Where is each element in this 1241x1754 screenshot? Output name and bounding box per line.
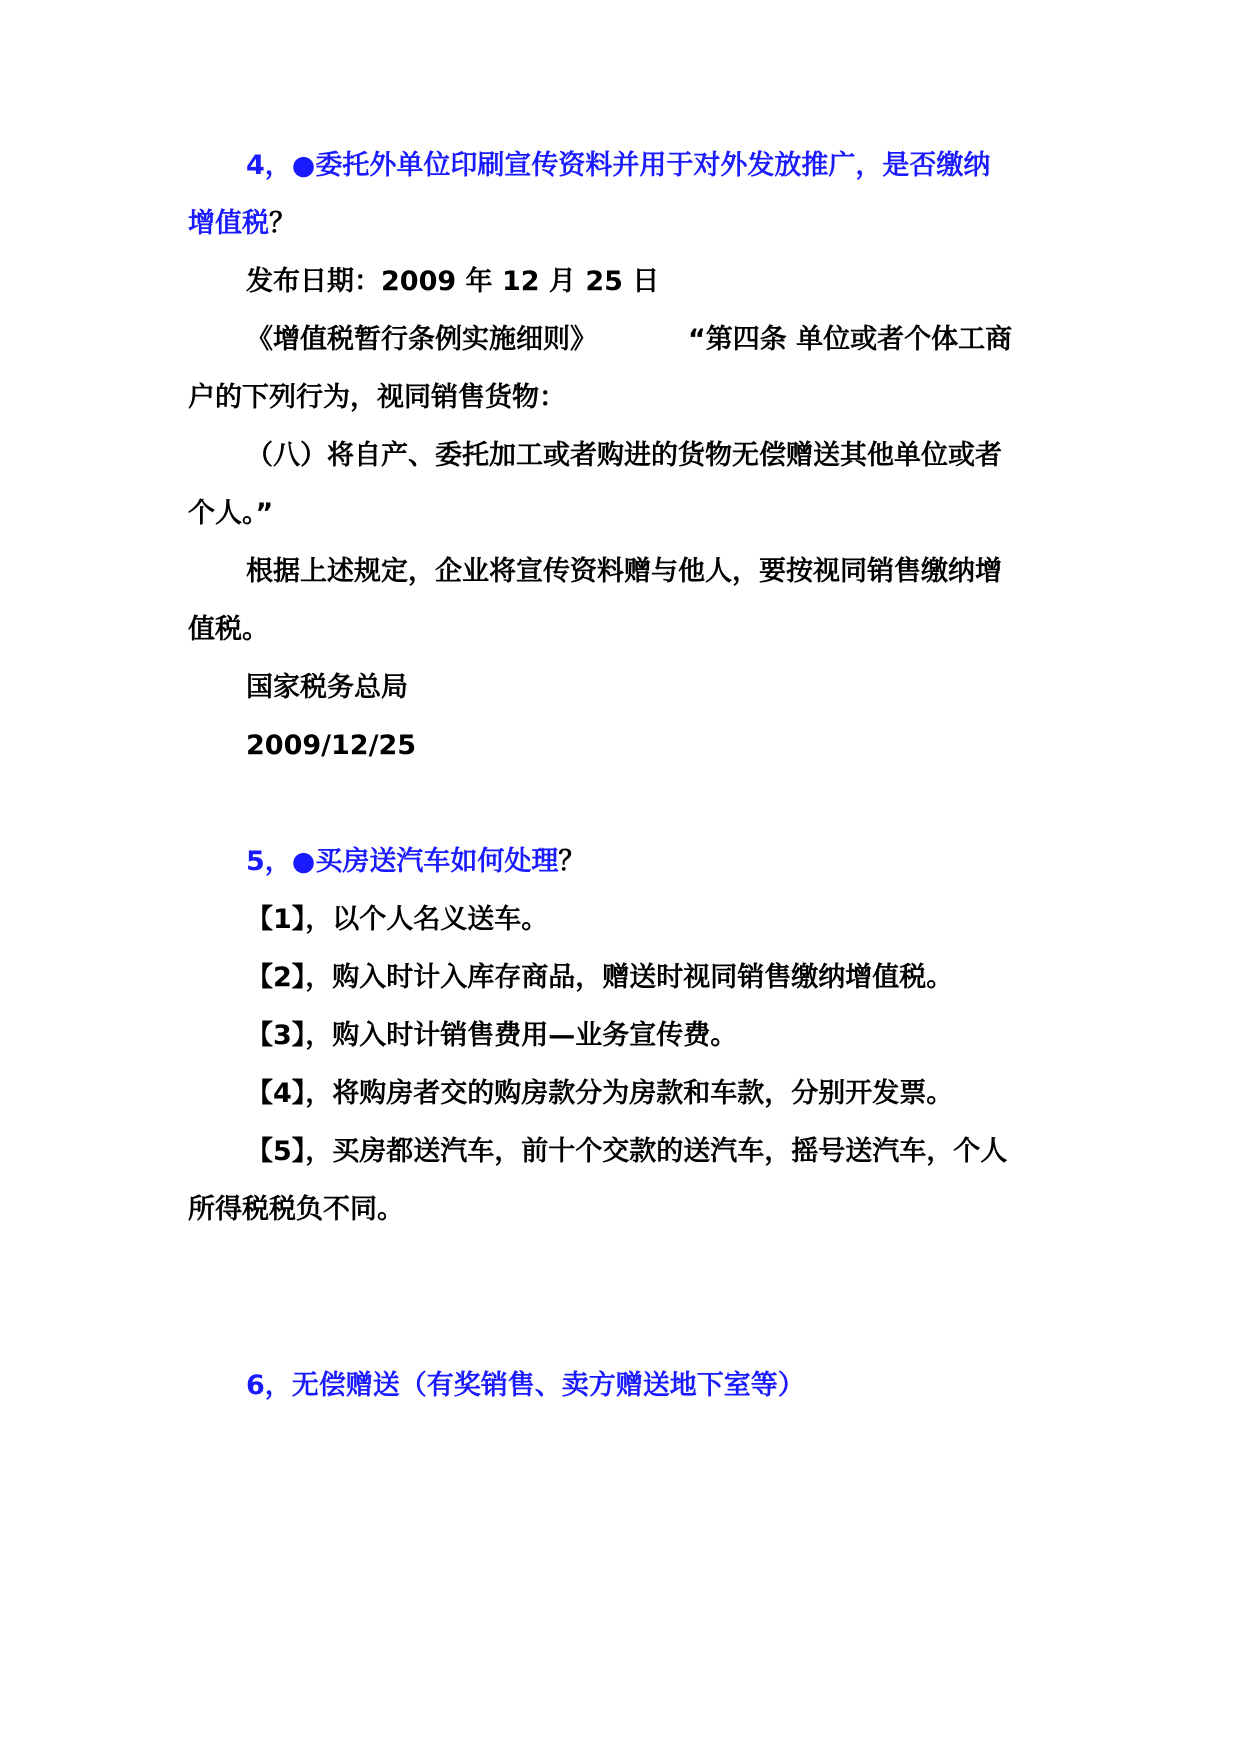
issuing-authority: 国家税务总局: [246, 672, 408, 703]
regulation-title: 《增值税暂行条例实施细则》: [246, 324, 597, 355]
article-item-eight-cont: 个人。”: [188, 498, 274, 529]
section-5-title: 5，●买房送汽车如何处理？: [246, 846, 586, 877]
section-6-title: 6，无偿赠送（有奖销售、卖方赠送地下室等）: [246, 1370, 805, 1401]
section-5-number: 5，: [246, 846, 292, 877]
conclusion: 根据上述规定，企业将宣传资料赠与他人，要按视同销售缴纳增: [246, 556, 1002, 587]
section-4-title-text: ●委托外单位印刷宣传资料并用于对外发放推广，是否缴纳: [291, 150, 991, 181]
list-item-cont: 所得税税负不同。: [188, 1194, 404, 1225]
list-item: 【3】，购入时计销售费用—业务宣传费。: [246, 1020, 738, 1051]
list-item: 【1】，以个人名义送车。: [246, 904, 549, 935]
section-4-title-cont: 增值税？: [188, 208, 296, 239]
list-item: 【5】，买房都送汽车，前十个交款的送汽车，摇号送汽车，个人: [246, 1136, 1008, 1167]
article-item-eight: （八）将自产、委托加工或者购进的货物无偿赠送其他单位或者: [246, 440, 1002, 471]
list-item: 【4】，将购房者交的购房款分为房款和车款，分别开发票。: [246, 1078, 954, 1109]
conclusion-cont: 值税。: [188, 614, 269, 645]
publish-date: 发布日期：2009 年 12 月 25 日: [246, 266, 660, 297]
issue-date: 2009/12/25: [246, 730, 417, 761]
section-4-title: [246, 148, 1116, 184]
article-four: “第四条 单位或者个体工商: [688, 324, 1013, 355]
list-item: 【2】，购入时计入库存商品，赠送时视同销售缴纳增值税。: [246, 962, 954, 993]
section-4-number: 4，: [246, 150, 292, 181]
article-four-cont: 户的下列行为，视同销售货物：: [188, 382, 566, 413]
